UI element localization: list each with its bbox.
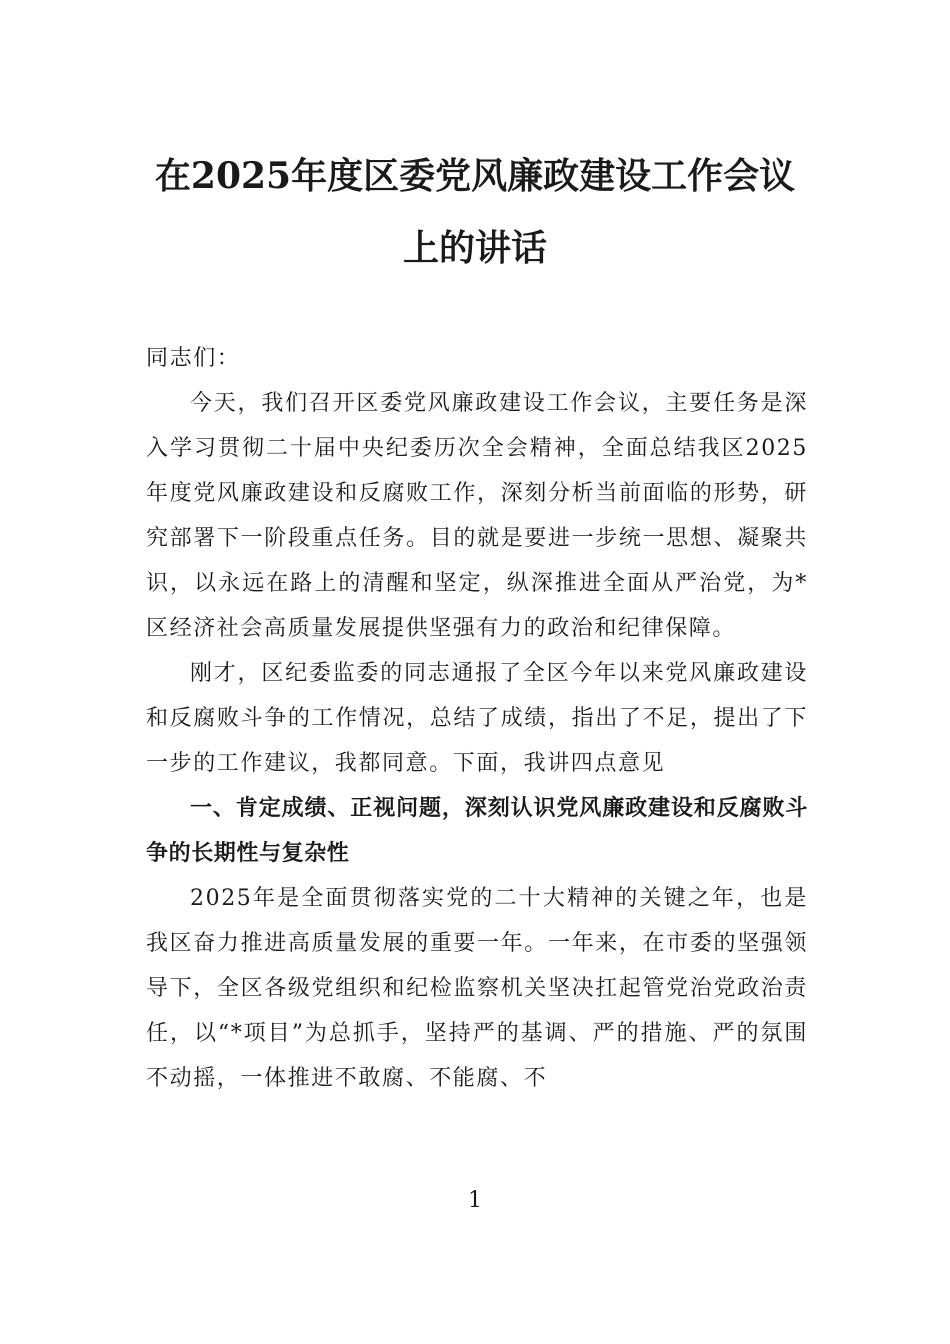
salutation: 同志们： xyxy=(146,346,241,371)
section-heading-1: 一、肯定成绩、正视问题，深刻认识党风廉政建设和反腐败斗争的长期性与复杂性 xyxy=(146,796,808,866)
document-body xyxy=(146,336,808,1101)
page-number: 1 xyxy=(468,1188,482,1213)
paragraph-achievements: 2025年是全面贯彻落实党的二十大精神的关键之年，也是我区奋力推进高质量发展的重要一年。一年来，在市委的坚强领导下，全区各级党组织和纪检监察机关坚决扛起管党治党政治责任，以“*项目”为总抓手，坚持严的基调、严的措施、严的氛围不动摇，一体推进不敢腐、不能腐、不 xyxy=(146,886,808,1091)
paragraph-report-summary: 刚才，区纪委监委的同志通报了全区今年以来党风廉政建设和反腐败斗争的工作情况，总结了成绩，指出了不足，提出了下一步的工作建议，我都同意。下面，我讲四点意见 xyxy=(146,661,808,776)
document-title: 在2025年度区委党风廉政建设工作会议上的讲话 xyxy=(154,155,796,269)
paragraph-opening: 今天，我们召开区委党风廉政建设工作会议，主要任务是深入学习贯彻二十届中央纪委历次全会精神，全面总结我区2025年度党风廉政建设和反腐败工作，深刻分析当前面临的形势，研究部署下一阶段重点任务。目的就是要进一步统一思想、凝聚共识，以永远在路上的清醒和坚定，纵深推进全面从严治党，为*区经济社会高质量发展提供坚强有力的政治和纪律保障。 xyxy=(146,391,808,641)
